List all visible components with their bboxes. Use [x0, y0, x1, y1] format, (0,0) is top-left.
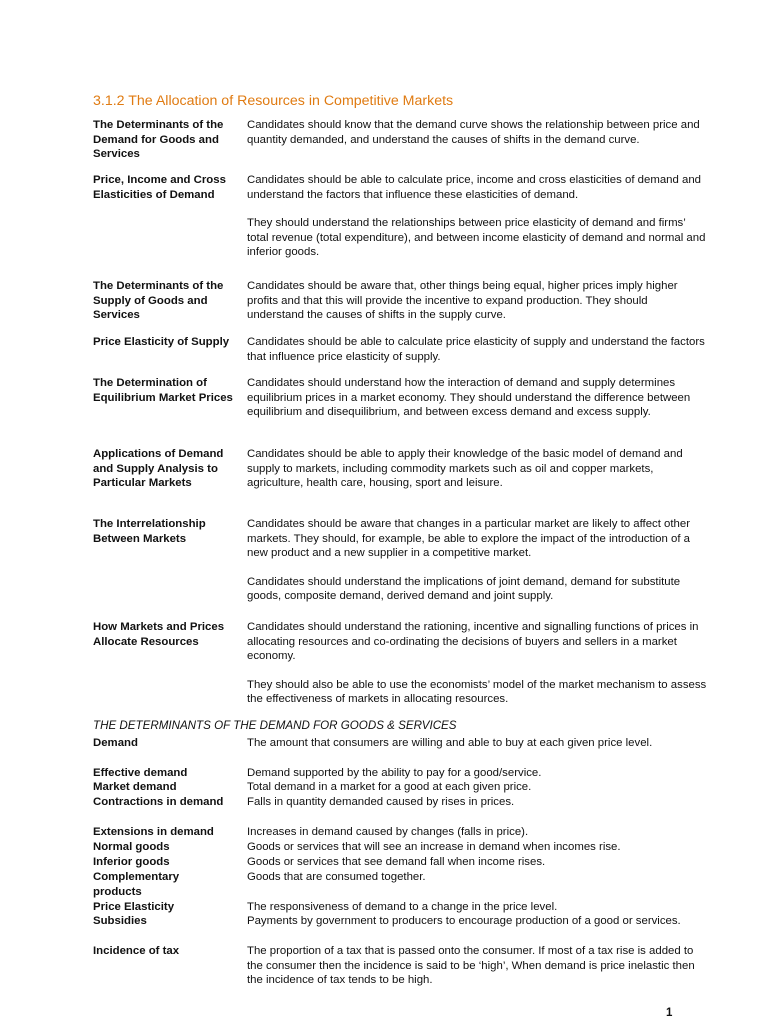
glossary-definition: Payments by government to producers to encourage production of a good or services. [247, 915, 681, 927]
topic-paragraph: Candidates should understand how the interaction of demand and supply determines equilibrium prices in a market economy. They should understand the difference between equilibrium and disequilibrium, and between excess demand and excess supply. [247, 377, 691, 418]
glossary-term: Normal goods [93, 841, 170, 853]
topic-paragraph: Candidates should understand the rationing, incentive and signalling functions of prices in allocating resources and co-ordinating the decisions of buyers and sellers in a market economy. [247, 621, 699, 662]
topic-term: Price Elasticity of Supply [93, 336, 230, 348]
topic-term: Applications of Demand and Supply Analysis to Particular Markets [93, 448, 224, 489]
glossary-term: Market demand [93, 781, 177, 793]
glossary-term: Demand [93, 737, 138, 749]
glossary-term: Incidence of tax [93, 945, 180, 957]
glossary-term: Inferior goods [93, 856, 170, 868]
topic-paragraph: Candidates should be able to apply their knowledge of the basic model of demand and supply to markets, including commodity markets such as oil and copper markets, agriculture, health care, housing, sport and leisure. [247, 448, 683, 489]
topic-description [247, 447, 707, 491]
topic-description [247, 173, 707, 260]
topic-description [247, 335, 707, 364]
glossary-term: Price Elasticity [93, 901, 175, 913]
topic-paragraph: Candidates should be able to calculate price, income and cross elasticities of demand and understand the factors that influence these elasticities of demand. [247, 174, 701, 201]
topic-paragraph: They should also be able to use the economists’ model of the market mechanism to assess the effectiveness of markets in allocating resources. [247, 678, 707, 705]
topic-paragraph: Candidates should be aware that, other things being equal, higher prices imply higher profits and that this will provide the incentive to expand production. They should understand the causes of shifts in the supply curve. [247, 280, 678, 321]
topic-term: The Determinants of the Supply of Goods and Services [93, 280, 224, 321]
topic-paragraph: Candidates should know that the demand curve shows the relationship between price and quantity demanded, and understand the causes of shifts in the demand curve. [247, 119, 700, 146]
topic-description [247, 517, 707, 604]
glossary-definition: Goods or services that see demand fall when income rises. [247, 856, 546, 868]
glossary-term: Complementary products [93, 871, 180, 898]
glossary-definition: Total demand in a market for a good at each given price. [247, 781, 532, 793]
topic-description [247, 620, 707, 707]
topic-term: Price, Income and Cross Elasticities of Demand [93, 174, 226, 201]
topic-description [247, 376, 707, 420]
glossary-term: Subsidies [93, 915, 147, 927]
topic-description [247, 118, 707, 147]
glossary-definition: Increases in demand caused by changes (falls in price). [247, 826, 529, 838]
glossary-term: Effective demand [93, 767, 188, 779]
topic-paragraph: Candidates should be able to calculate price elasticity of supply and understand the factors that influence price elasticity of supply. [247, 336, 705, 363]
topic-paragraph: Candidates should understand the implications of joint demand, demand for substitute goods, composite demand, derived demand and joint supply. [247, 575, 681, 602]
glossary-heading: THE DETERMINANTS OF THE DEMAND FOR GOODS & SERVICES [93, 719, 457, 732]
page-number: 1 [666, 1007, 673, 1019]
glossary-definition: Goods that are consumed together. [247, 871, 426, 883]
glossary-term: Contractions in demand [93, 796, 224, 808]
glossary-definition: The amount that consumers are willing and able to buy at each given price level. [247, 737, 653, 749]
glossary-definition: Goods or services that will see an increase in demand when incomes rise. [247, 841, 621, 853]
glossary-definition: The responsiveness of demand to a change in the price level. [247, 901, 558, 913]
glossary-definition: Demand supported by the ability to pay for a good/service. [247, 767, 542, 779]
glossary-term: Extensions in demand [93, 826, 214, 838]
topic-term: The Determination of Equilibrium Market Prices [93, 377, 233, 404]
topic-term: The Interrelationship Between Markets [93, 518, 206, 545]
topic-paragraph: They should understand the relationships between price elasticity of demand and firms’ total revenue (total expenditure), and between income elasticity of demand and normal and inferior goods. [247, 217, 706, 258]
glossary-definition: Falls in quantity demanded caused by rises in prices. [247, 796, 515, 808]
topic-term: How Markets and Prices Allocate Resources [93, 621, 225, 648]
section-title: 3.1.2 The Allocation of Resources in Competitive Markets [93, 93, 454, 109]
topic-paragraph: Candidates should be aware that changes in a particular market are likely to affect other markets. They should, for example, be able to explore the impact of the introduction of a new product and a new supplier in a competitive market. [247, 518, 691, 559]
glossary-definition: The proportion of a tax that is passed onto the consumer. If most of a tax rise is added to the consumer then the incidence is said to be ‘high’, When demand is price inelastic then the incidence of tax tends to be high. [247, 945, 695, 986]
topic-description [247, 279, 707, 323]
topic-term: The Determinants of the Demand for Goods and Services [93, 119, 224, 160]
